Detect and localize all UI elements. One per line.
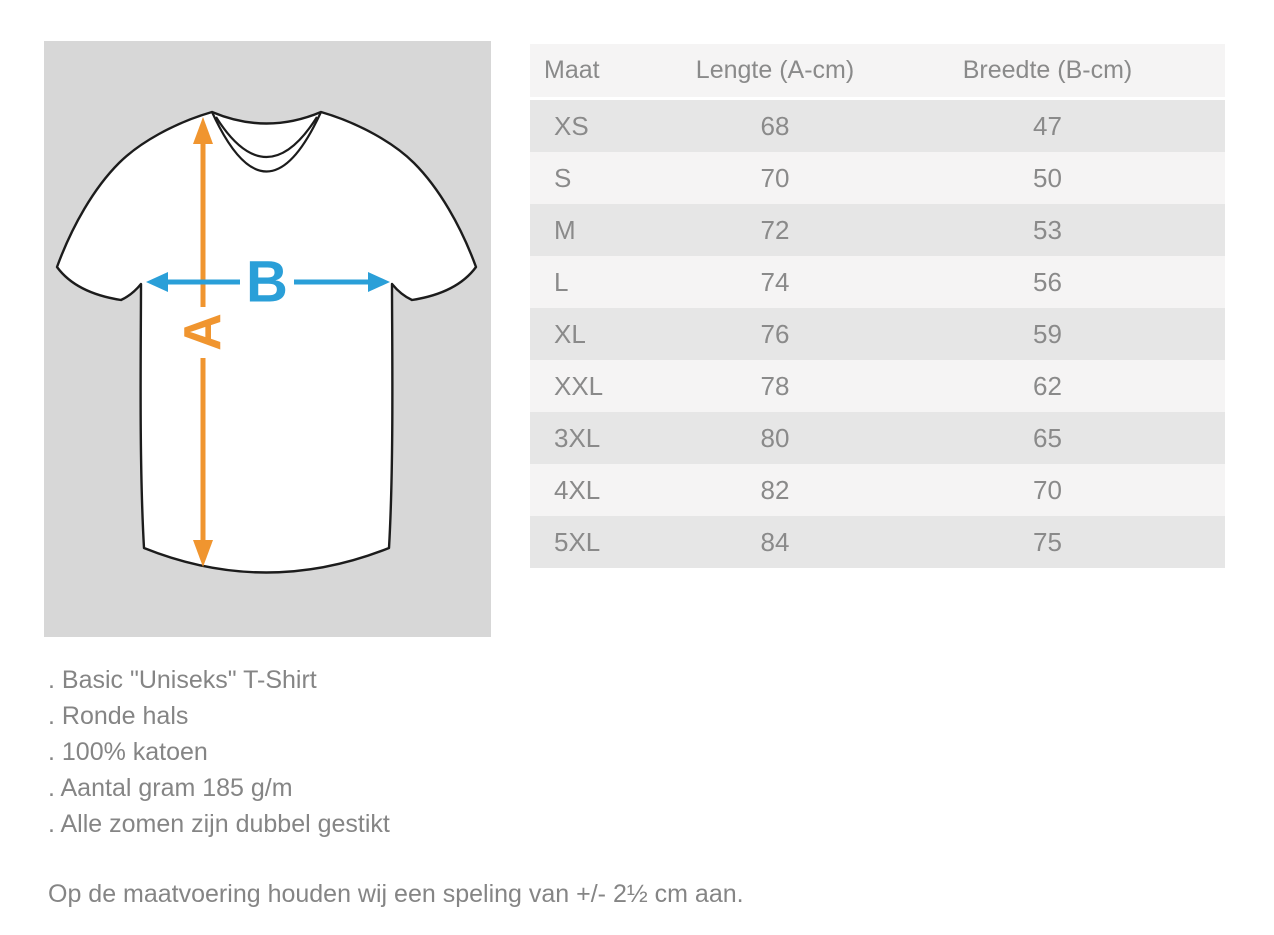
width-cell: 70 bbox=[1033, 474, 1062, 505]
sizing-tolerance-note: Op de maatvoering houden wij een speling van +/- 2½ cm aan. bbox=[48, 880, 744, 908]
detail-line: . 100% katoen bbox=[48, 738, 208, 766]
width-label: B bbox=[246, 249, 288, 315]
length-cell: 84 bbox=[760, 526, 790, 557]
header-maat: Maat bbox=[544, 56, 600, 84]
table-row bbox=[530, 360, 1225, 412]
table-row bbox=[530, 256, 1225, 308]
width-cell: 59 bbox=[1033, 318, 1062, 349]
table-row bbox=[530, 516, 1225, 568]
width-cell: 56 bbox=[1033, 266, 1062, 297]
size-cell: XXL bbox=[554, 370, 604, 401]
size-cell: XL bbox=[554, 318, 586, 349]
size-cell: 4XL bbox=[554, 474, 601, 505]
size-table bbox=[530, 44, 1225, 568]
size-cell: 3XL bbox=[554, 422, 601, 453]
header-breedte: Breedte (B-cm) bbox=[962, 56, 1133, 84]
width-cell: 65 bbox=[1033, 422, 1062, 453]
table-row bbox=[530, 308, 1225, 360]
length-cell: 78 bbox=[760, 370, 790, 401]
detail-line: . Alle zomen zijn dubbel gestikt bbox=[48, 810, 390, 838]
table-row bbox=[530, 412, 1225, 464]
table-row bbox=[530, 204, 1225, 256]
size-cell: M bbox=[554, 214, 576, 245]
width-cell: 47 bbox=[1033, 110, 1062, 141]
table-header-row bbox=[530, 44, 1225, 97]
width-cell: 62 bbox=[1033, 370, 1062, 401]
detail-line: . Aantal gram 185 g/m bbox=[48, 774, 293, 802]
tshirt-diagram-icon bbox=[44, 41, 491, 637]
length-label: A bbox=[174, 313, 232, 351]
header-lengte: Lengte (A-cm) bbox=[695, 56, 855, 84]
table-row bbox=[530, 100, 1225, 152]
length-cell: 80 bbox=[760, 422, 790, 453]
length-cell: 68 bbox=[760, 110, 790, 141]
length-cell: 76 bbox=[760, 318, 790, 349]
tshirt-measurement-diagram bbox=[44, 41, 491, 637]
length-cell: 82 bbox=[760, 474, 790, 505]
length-cell: 70 bbox=[760, 162, 790, 193]
size-cell: S bbox=[554, 162, 572, 193]
width-cell: 75 bbox=[1033, 526, 1062, 557]
size-cell: XS bbox=[554, 110, 589, 141]
length-cell: 72 bbox=[760, 214, 790, 245]
detail-line: . Ronde hals bbox=[48, 702, 189, 730]
length-cell: 74 bbox=[760, 266, 790, 297]
width-cell: 50 bbox=[1033, 162, 1062, 193]
width-cell: 53 bbox=[1033, 214, 1062, 245]
size-cell: L bbox=[554, 266, 569, 297]
detail-line: . Basic "Uniseks" T-Shirt bbox=[48, 666, 317, 694]
product-details-list bbox=[48, 662, 390, 842]
table-row bbox=[530, 464, 1225, 516]
size-cell: 5XL bbox=[554, 526, 601, 557]
table-row bbox=[530, 152, 1225, 204]
